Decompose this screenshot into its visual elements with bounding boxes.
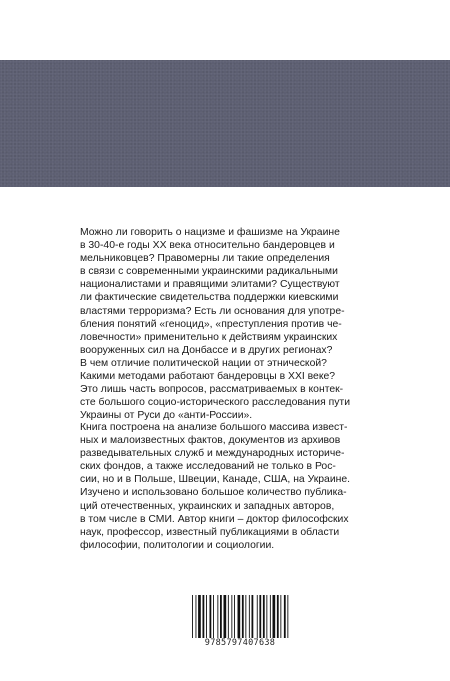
text-line: философии, политологии и социологии.: [80, 539, 275, 551]
text-line: в 30-40-е годы XX века относительно бандеровцев и: [80, 240, 335, 252]
text-line: в том числе в СМИ. Автор книги – доктор философских: [80, 513, 349, 525]
text-line: в связи с современными украинскими радикальными: [80, 266, 338, 278]
text-line: националистами и правящими элитами? Существуют: [80, 279, 340, 291]
isbn-barcode: [186, 593, 294, 653]
text-line: Можно ли говорить о нацизме и фашизме на Украине: [80, 227, 340, 238]
text-line: сии, но и в Польше, Швеции, Канаде, США, на Украине.: [80, 474, 351, 486]
text-line: ных и малоизвестных фактов, документов из архивов: [80, 435, 341, 447]
text-line: ли фактические свидетельства поддержки киевскими: [80, 292, 339, 304]
text-line: властями терроризма? Есть ли основания для употре-: [80, 305, 345, 317]
text-line: Это лишь часть вопросов, рассматриваемых в контек-: [80, 384, 344, 396]
text-line: В чем отличие политической нации от этнической?: [80, 357, 327, 369]
cover-band: [0, 60, 450, 187]
text-line: вооруженных сил на Донбассе и в других регионах?: [80, 344, 333, 356]
text-line: разведывательных служб и международных историче-: [80, 448, 345, 460]
text-line: Какими методами работают бандеровцы в XXI веке?: [80, 371, 336, 383]
text-line: сте большого социо-исторического расследования пути: [80, 397, 350, 409]
text-line: бления понятий «геноцид», «преступления против че-: [80, 318, 342, 330]
text-line: Книга построена на анализе большого массива извест-: [80, 422, 348, 433]
description-paragraph-2: [80, 421, 398, 552]
text-line: Украины от Руси до «анти-России».: [80, 410, 253, 422]
isbn-number: 9785797407638: [186, 638, 294, 648]
text-line: мельниковцев? Правомерны ли такие определения: [80, 253, 330, 265]
text-line: ских фондов, а также исследований не только в Рос-: [80, 461, 336, 473]
text-line: ций отечественных, украинских и западных авторов,: [80, 500, 335, 512]
description-paragraph-1: [80, 226, 398, 422]
text-line: Изучено и использовано большое количество публика-: [80, 487, 347, 499]
text-line: ловечности» применительно к действиям украинских: [80, 331, 338, 343]
text-line: наук, профессор, известный публикациями в области: [80, 526, 340, 538]
